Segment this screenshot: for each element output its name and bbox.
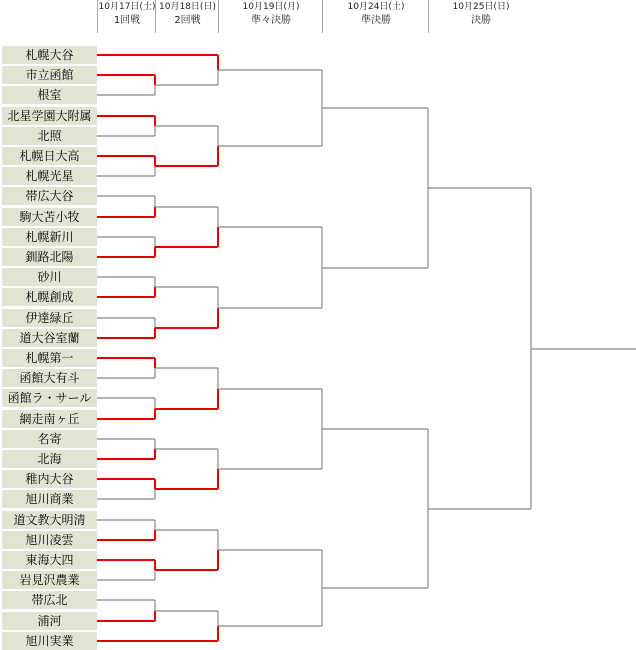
round-name: 準決勝 xyxy=(361,15,391,26)
team-box: 駒大苫小牧 xyxy=(2,208,97,226)
team-box: 北星学園大附属 xyxy=(2,107,97,125)
round-date: 10月24日(土) xyxy=(347,2,405,12)
team-box: 旭川商業 xyxy=(2,490,97,508)
team-box: 道文教大明清 xyxy=(2,511,97,529)
round-name: 決勝 xyxy=(471,15,491,26)
round-date: 10月19日(月) xyxy=(242,2,300,12)
team-box: 札幌日大高 xyxy=(2,147,97,165)
team-box: 伊達緑丘 xyxy=(2,309,97,327)
team-box: 道大谷室蘭 xyxy=(2,329,97,347)
team-box: 稚内大谷 xyxy=(2,470,97,488)
round-name: 準々決勝 xyxy=(251,15,291,26)
team-box: 市立函館 xyxy=(2,66,97,84)
team-box: 東海大四 xyxy=(2,551,97,569)
team-box: 札幌光星 xyxy=(2,167,97,185)
round-date: 10月25日(日) xyxy=(452,2,510,12)
team-box: 砂川 xyxy=(2,268,97,286)
team-box: 札幌第一 xyxy=(2,349,97,367)
team-box: 帯広北 xyxy=(2,591,97,609)
team-box: 名寄 xyxy=(2,430,97,448)
team-box: 浦河 xyxy=(2,612,97,630)
team-box: 旭川凌雲 xyxy=(2,531,97,549)
team-box: 旭川実業 xyxy=(2,632,97,650)
team-box: 北海 xyxy=(2,450,97,468)
team-box: 札幌大谷 xyxy=(2,46,97,64)
team-box: 札幌新川 xyxy=(2,228,97,246)
round-name: 1回戦 xyxy=(113,15,141,26)
team-box: 釧路北陽 xyxy=(2,248,97,266)
team-box: 函館大有斗 xyxy=(2,369,97,387)
team-box: 函館ラ・サール xyxy=(2,389,97,407)
team-box: 網走南ヶ丘 xyxy=(2,410,97,428)
round-name: 2回戦 xyxy=(174,15,201,26)
round-date: 10月18日(日) xyxy=(159,2,216,12)
team-box: 岩見沢農業 xyxy=(2,571,97,589)
team-box: 札幌創成 xyxy=(2,288,97,306)
team-box: 根室 xyxy=(2,86,97,104)
team-box: 帯広大谷 xyxy=(2,187,97,205)
team-box: 北照 xyxy=(2,127,97,145)
round-date: 10月17日(土) xyxy=(98,2,156,12)
